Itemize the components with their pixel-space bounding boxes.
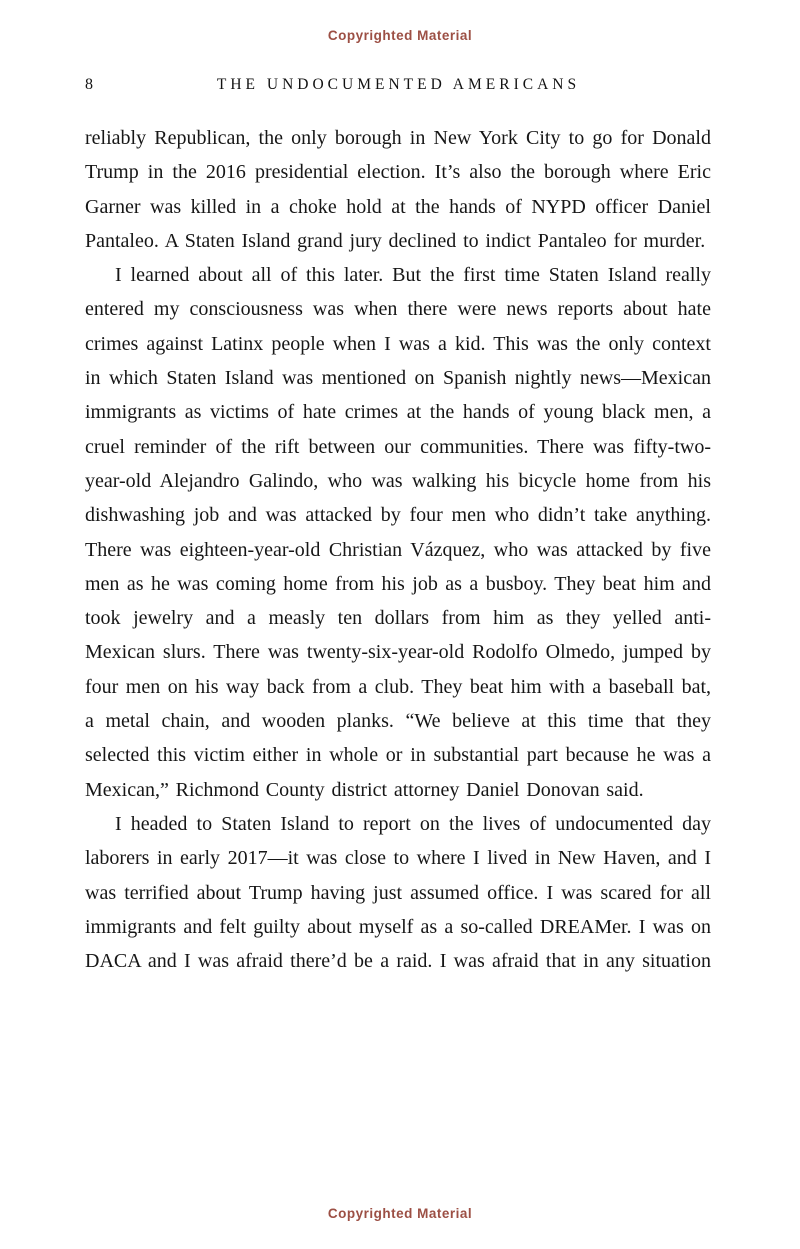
paragraph-2: I learned about all of this later. But the first time Staten Island really entered my consciousness was when there were news reports about hate crimes against Latinx people when I was a kid. This was the only context in which Staten Island was mentioned on Spanish nightly news—Mexican immigrants as victims of hate crimes at the hands of young black men, a cruel reminder of the rift between our communities. There was fifty-two-year-old Alejandro Galindo, who was walking his bicycle home from his dishwashing job and was attacked by four men who didn’t take anything. There was eighteen-year-old Christian Vázquez, who was attacked by five men as he was coming home from his job as a busboy. They beat him and took jewelry and a measly ten dollars from him as they yelled anti-Mexican slurs. There was twenty-six-year-old Rodolfo Olmedo, jumped by four men on his way back from a club. They beat him with a baseball bat, a metal chain, and wooden planks. “We believe at this time that they selected this victim either in whole or in substantial part because he was a Mexican,” Richmond County district attorney Daniel Donovan said.	[85, 264, 711, 801]
copyright-notice-top: Copyrighted Material	[327, 28, 473, 43]
running-header	[85, 76, 712, 98]
body-text	[85, 121, 711, 978]
paragraph-1: reliably Republican, the only borough in New York City to go for Donald Trump in the 2016 presidential election. It’s also the borough where Eric Garner was killed in a choke hold at the hands of NYPD officer Daniel Pantaleo. A Staten Island grand jury declined to indict Pantaleo for murder.	[85, 127, 711, 252]
paragraph-3: I headed to Staten Island to report on the lives of undocumented day laborers in early 2017—it was close to where I lived in New Haven, and I was terrified about Trump having just assumed office. I was scared for all immigrants and felt guilty about myself as a so-called DREAMer. I was on DACA and I was afraid there’d be a raid. I was afraid that in any situation	[85, 812, 711, 973]
copyright-notice-bottom: Copyrighted Material	[327, 1206, 473, 1221]
running-title: THE UNDOCUMENTED AMERICANS	[216, 76, 581, 93]
page-number: 8	[85, 76, 94, 93]
